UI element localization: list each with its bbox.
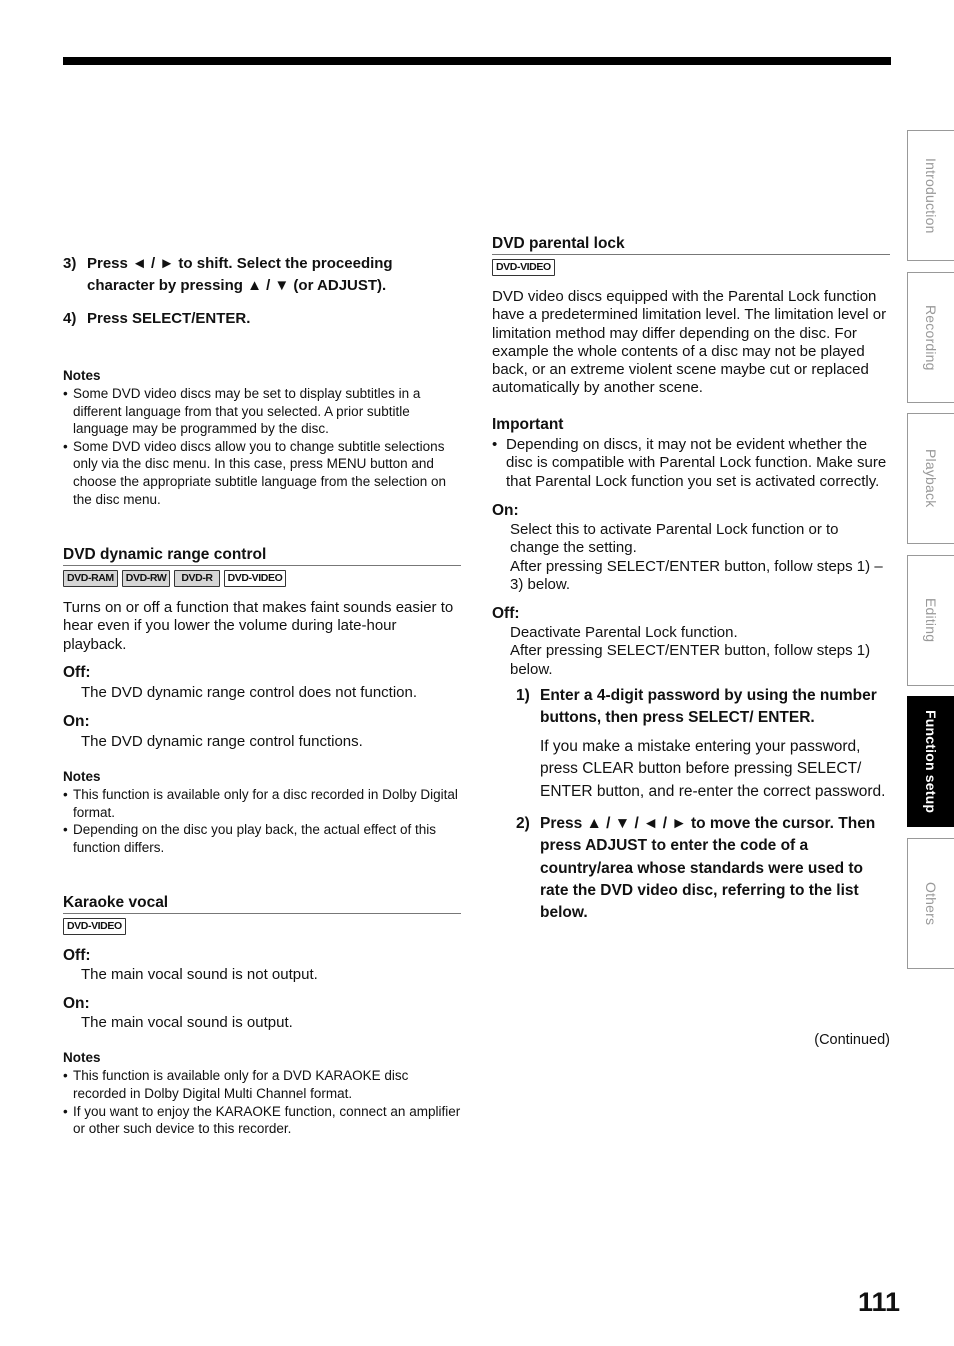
step-3	[63, 253, 461, 297]
note-item: • This function is available only for a disc recorded in Dolby Digital format.	[63, 786, 461, 821]
step-number: 1)	[516, 687, 530, 705]
disc-badge-dvd-rw: DVD-RW	[122, 570, 171, 587]
disc-badges	[63, 918, 461, 935]
disc-badge-dvd-video: DVD-VIDEO	[492, 259, 555, 276]
drc-section	[63, 546, 461, 856]
tab-introduction[interactable]	[907, 130, 954, 261]
off-description: The DVD dynamic range control does not function.	[81, 684, 418, 702]
off-label: Off:	[492, 604, 520, 622]
on-description: Select this to activate Parental Lock function or to change the setting.	[510, 520, 839, 557]
section-body: Turns on or off a function that makes faint sounds easier to hear even if you lower the volume during late-hour playback.	[63, 599, 454, 653]
karaoke-section	[63, 894, 461, 1137]
on-description: The main vocal sound is output.	[81, 1013, 293, 1031]
on-label: On:	[63, 994, 90, 1012]
note-item: • If you want to enjoy the KARAOKE function, connect an amplifier or other such device to this recorder.	[63, 1103, 461, 1138]
disc-badge-dvd-video: DVD-VIDEO	[224, 570, 287, 587]
step-text: Enter a 4-digit password by using the number buttons, then press SELECT/ ENTER.	[540, 687, 877, 727]
tab-label: Playback	[923, 449, 939, 508]
note-item: • Depending on the disc you play back, the actual effect of this function differs.	[63, 821, 461, 856]
tab-others[interactable]	[907, 838, 954, 969]
tab-recording[interactable]	[907, 272, 954, 403]
tab-editing[interactable]	[907, 555, 954, 686]
disc-badge-dvd-r: DVD-R	[174, 570, 219, 587]
note-item: • This function is available only for a DVD KARAOKE disc recorded in Dolby Digital Multi Channel format.	[63, 1067, 461, 1102]
right-column	[492, 235, 890, 925]
step-text: Press ◄ / ► to shift. Select the proceeding character by pressing ▲ / ▼ (or ADJUST).	[87, 255, 393, 294]
notes-heading: Notes	[63, 368, 101, 383]
step-number: 4)	[63, 310, 77, 327]
continued-label: (Continued)	[814, 1032, 890, 1048]
section-heading: Karaoke vocal	[63, 894, 461, 914]
off-description-steps: After pressing SELECT/ENTER button, follow steps 1) below.	[510, 642, 871, 678]
important-heading: Important	[492, 415, 564, 433]
section-heading: DVD parental lock	[492, 235, 890, 255]
important-item: • Depending on discs, it may not be evident whether the disc is compatible with Parental Lock function. Make sure that Parental Lock function you set is activated correctly.	[492, 436, 890, 492]
off-label: Off:	[63, 947, 91, 965]
note-item: • Some DVD video discs may be set to display subtitles in a different language from that you selected. A prior subtitle language may be programmed by the disc.	[63, 385, 461, 438]
header-rule	[63, 57, 891, 65]
off-label: Off:	[63, 664, 91, 682]
disc-badge-dvd-video: DVD-VIDEO	[63, 918, 126, 935]
step-text: Press ▲ / ▼ / ◄ / ► to move the cursor. Then press ADJUST to enter the code of a country/area whose standards were used to rate the DVD video disc, referring to the list below.	[540, 815, 876, 922]
subtitle-notes	[63, 368, 461, 508]
step-1-detail: If you make a mistake entering your password, press CLEAR button before pressing SELECT/ ENTER button, and re-enter the correct password.	[540, 737, 886, 800]
tab-label: Editing	[923, 598, 939, 643]
step-number: 2)	[516, 815, 530, 833]
parental-step-1	[492, 685, 890, 730]
notes-heading: Notes	[63, 1050, 101, 1066]
on-label: On:	[492, 501, 519, 519]
left-column	[63, 250, 461, 1138]
tab-playback[interactable]	[907, 413, 954, 544]
disc-badges	[63, 570, 461, 587]
section-heading: DVD dynamic range control	[63, 546, 461, 566]
section-body: DVD video discs equipped with the Parental Lock function have a predetermined limitation level. The limitation level or limitation method may differ depending on the disc. For example the whole contents of a disc may not be played back, or an extreme violent scene maybe cut or replaced automatically by another scene.	[492, 288, 887, 397]
step-4	[63, 308, 461, 330]
step-number: 3)	[63, 255, 77, 272]
step-text: Press SELECT/ENTER.	[87, 310, 251, 327]
tab-function-setup[interactable]	[907, 696, 954, 827]
karaoke-notes	[63, 1050, 461, 1137]
tab-label: Recording	[923, 304, 939, 371]
notes-heading: Notes	[63, 769, 101, 785]
parental-step-2	[492, 813, 890, 924]
on-description-steps: After pressing SELECT/ENTER button, follow steps 1) – 3) below.	[510, 557, 883, 594]
tab-label: Function setup	[923, 709, 939, 814]
note-item: • Some DVD video discs allow you to change subtitle selections only via the disc menu. In this case, press MENU button and choose the appropriate subtitle language from the selection on the disc menu.	[63, 438, 461, 508]
tab-label: Others	[923, 881, 939, 926]
drc-notes	[63, 769, 461, 856]
off-description: Deactivate Parental Lock function.	[510, 623, 738, 641]
page-number: 111	[858, 1287, 901, 1317]
disc-badges	[492, 259, 890, 276]
on-label: On:	[63, 712, 90, 730]
disc-badge-dvd-ram: DVD-RAM	[63, 570, 118, 587]
off-description: The main vocal sound is not output.	[81, 966, 318, 984]
on-description: The DVD dynamic range control functions.	[81, 732, 363, 750]
tab-label: Introduction	[923, 157, 939, 234]
